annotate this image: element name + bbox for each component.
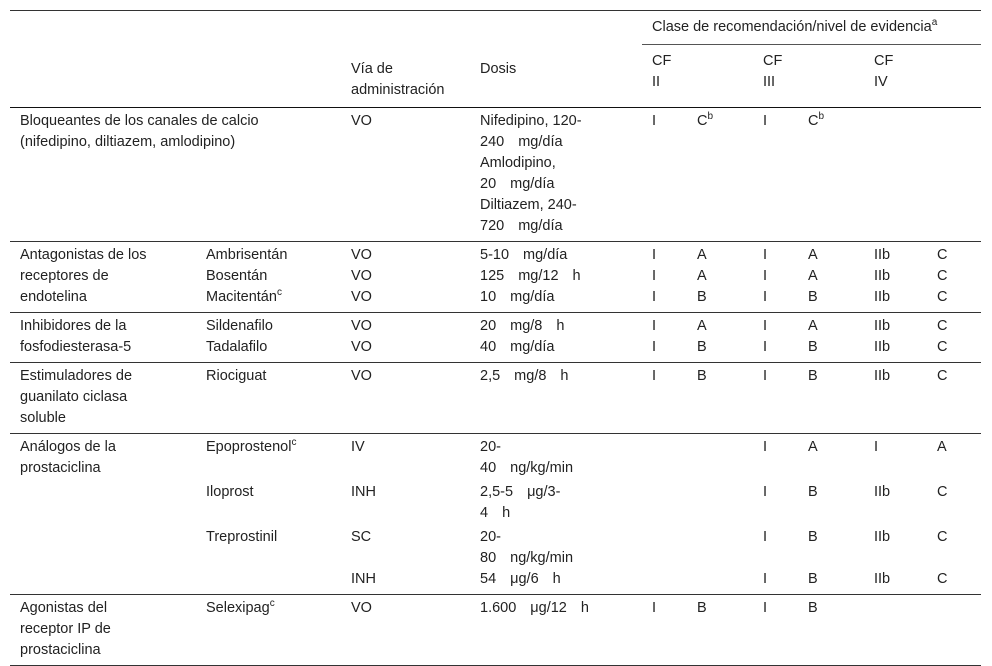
group-label: Antagonistas de los receptores de endotelina — [10, 241, 196, 312]
table-row — [10, 107, 981, 241]
route-cell: VO — [351, 112, 372, 129]
table-row: Antagonistas de los receptores de endotelina Ambrisentán VO 5-10 mg/día I A I A IIb C — [10, 241, 981, 266]
group-label: Agonistas del receptor IP de prostaciclina — [10, 594, 196, 665]
dose-cell: 40 mg/día — [480, 338, 555, 355]
dose-cell: 10 mg/día — [480, 288, 555, 305]
class-cell: I — [652, 112, 657, 129]
dose-cell: 2,5 mg/8 h — [470, 362, 642, 433]
dose-cell: 20- 40 ng/kg/min — [470, 433, 642, 479]
drug-name: Riociguat — [196, 362, 341, 433]
dose-cell: 1.600 μg/12 h — [470, 594, 642, 665]
table-row: Análogos de la prostaciclina Epoprostenol$^c$ IV 20- 40 ng/kg/min I A I A — [10, 433, 981, 479]
drug-name: Tadalafilo — [206, 338, 268, 355]
group-label: Bloqueantes de los canales de calcio (nifedipino, diltiazem, amlodipino) — [20, 112, 259, 150]
dose-cell: Nifedipino, 120- 240 mg/día Amlodipino, 20 mg/día Diltiazem, 240- 720 mg/día — [480, 112, 582, 234]
cf4-header: CF IV — [864, 45, 981, 108]
table-row: INH 54 μg/6 h I B IIb C — [10, 569, 981, 595]
route-cell: VO — [341, 241, 470, 266]
table-row: Bosentán VO 125 mg/12 h I A I A IIb C — [10, 266, 981, 287]
dose-cell: 20 mg/8 h — [470, 312, 642, 337]
level-cell: $C^b$ — [808, 110, 825, 129]
drug-name: Bosentán — [206, 267, 268, 284]
table-row: Iloprost INH 2,5-5 μg/3- 4 h I B IIb C — [10, 479, 981, 524]
table-row: Inhibidores de la fosfodiesterasa-5 Sildenafilo VO 20 mg/8 h I A I A IIb C — [10, 312, 981, 337]
header-row-2 — [10, 45, 981, 108]
dose-cell: 5-10 mg/día — [470, 241, 642, 266]
group-label: Estimuladores de guanilato ciclasa soluble — [10, 362, 196, 433]
drug-name: Macitentán$^c$ — [206, 286, 282, 305]
level-cell: $C^b$ — [697, 110, 714, 129]
dose-cell: 2,5-5 μg/3- 4 h — [480, 483, 561, 521]
class-cell: I — [763, 112, 768, 129]
drug-name: Iloprost — [206, 483, 254, 500]
drug-name: Selexipag$^c$ — [196, 594, 341, 665]
group-label: Análogos de la prostaciclina — [10, 433, 196, 594]
table-row: Treprostinil SC 20- 80 ng/kg/min I B IIb C — [10, 524, 981, 569]
dose-header: Dosis — [470, 45, 642, 108]
cf2-header: CF II — [642, 45, 753, 108]
evidence-group-header: Clase de recomendación/nivel de evidencia$^a$ — [642, 11, 981, 45]
drug-name: Sildenafilo — [196, 312, 341, 337]
table-row: Macitentán$^c$ VO 10 mg/día I B I B IIb C — [10, 287, 981, 313]
header-row-1 — [10, 11, 981, 45]
drug-name: Ambrisentán — [196, 241, 341, 266]
dose-cell: 20- 80 ng/kg/min — [480, 528, 574, 566]
route-header: Vía de administración — [341, 45, 470, 108]
table-row: Agonistas del receptor IP de prostaciclina Selexipag$^c$ VO 1.600 μg/12 h I B I B — [10, 594, 981, 665]
dose-cell: 54 μg/6 h — [480, 570, 561, 587]
cf3-header: CF III — [753, 45, 864, 108]
drug-name: Epoprostenol$^c$ — [196, 433, 341, 479]
table-row: Tadalafilo VO 40 mg/día I B I B IIb C — [10, 337, 981, 363]
drug-name: Treprostinil — [206, 528, 278, 545]
table-row: Estimuladores de guanilato ciclasa soluble Riociguat VO 2,5 mg/8 h I B I B IIb C — [10, 362, 981, 433]
recommendation-table — [10, 10, 981, 666]
group-label: Inhibidores de la fosfodiesterasa-5 — [10, 312, 196, 362]
dose-cell: 125 mg/12 h — [480, 267, 581, 284]
